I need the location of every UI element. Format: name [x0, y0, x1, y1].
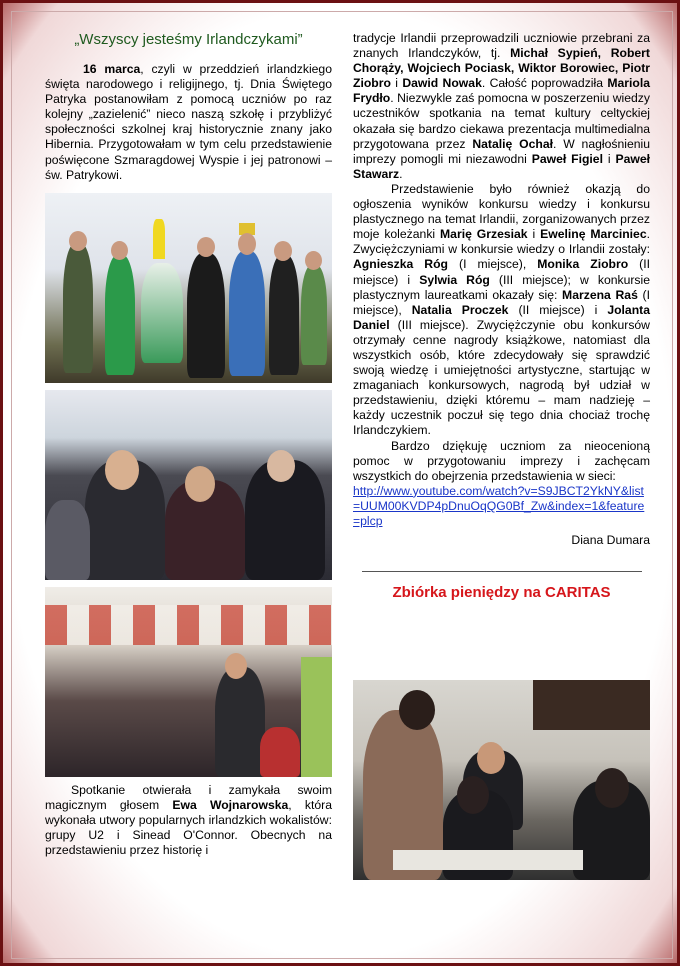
author-signature: Diana Dumara: [571, 533, 650, 548]
photo-caritas-classroom: [353, 680, 650, 880]
photo-audience-hall: [45, 587, 332, 777]
right-column: [353, 31, 650, 601]
photo-stage-performance: [45, 193, 332, 383]
thanks-paragraph: Bardzo dziękuję uczniom za nieocenioną pomoc w przygotowaniu imprezy i zachęcam wszystkich do obejrzenia przedstawienia w sieci:: [353, 438, 650, 483]
left-column: [45, 31, 332, 858]
closing-paragraph-left: Spotkanie otwierała i zamykała swoim magicznym głosem Ewa Wojnarowska, która wykonała utwory popularnych irlandzkich wokalistów: grupy U2 i Sinead O'Connor. Obecnych na przedstawieniu przez historię i: [45, 782, 332, 858]
caritas-title: Zbiórka pieniędzy na CARITAS: [392, 584, 611, 602]
photo-audience-front: [45, 390, 332, 580]
section-divider: [362, 571, 642, 572]
contest-results-paragraph: Przedstawienie było również okazją do ogłoszenia wyników konkursu wiedzy i konkursu plastycznego na temat Irlandii, zorganizowanych przez moje koleżanki Marię Grzesiak i Ewelinę Marciniec. Zwyciężczyniami w konkursie wiedzy o Irlandii zostały: Agnieszka Róg (I miejsce), Monika Ziobro (II miejsce) i Sylwia Róg (III miejsce); w konkursie plastycznym laureatkami okazały się: Marzena Raś (I miejsce), Natalia Proczek (II miejsce) i Jolanta Daniel (III miejsce). Zwyciężczynie obu konkursów otrzymały cenne nagrody książkowe, natomiast dla wszystkich osób, które zdecydowały się sprawdzić swoją wiedzę i umiejętności artystyczne, startując w zmaganiach konkursowych, nagrodą był udział w przedstawieniu, dzięki któremu – mam nadzieję – każdy uczestnik poczuł się tego dnia chociaż trochę Irlandczykiem.: [353, 181, 651, 438]
youtube-link[interactable]: http://www.youtube.com/watch?v=S9JBCT2YkNY&list=UUM00KVDP4pDnuOqQG0Bf_Zw&index=1&feature=plcp: [353, 483, 645, 528]
article-title: „Wszyscy jesteśmy Irlandczykami”: [74, 31, 303, 48]
intro-paragraph: 16 marca, czyli w przeddzień irlandzkiego święta narodowego i religijnego, tj. Dnia Świętego Patryka postanowiłam z pomocą uczniów po raz kolejny „zazielenić” nieco naszą szkołę i przybliżyć społeczności szkolnej kraj historycznie znany jako Hibernia. Przygotowałam w tym celu przedstawienie poświęcone Szmaragdowej Wyspie i jej patronowi – św. Patrykowi.: [45, 62, 332, 182]
continuation-paragraph: tradycje Irlandii przeprowadzili uczniowie przebrani za znanych Irlandczyków, tj. Michał Sypień, Robert Chorąży, Wojciech Pociask, Wiktor Borowiec, Piotr Ziobro i Dawid Nowak. Całość poprowadziła Mariola Frydło. Niezwykle zaś pomocna w poszerzeniu wiedzy uczestników spotkania na temat kultury celtyckiej okazała się bardzo ciekawa prezentacja multimedialna przygotowana przez Natalię Ochał. W nagłośnieniu imprezy pomogli mi niezawodni Paweł Figiel i Paweł Stawarz.: [353, 31, 650, 181]
